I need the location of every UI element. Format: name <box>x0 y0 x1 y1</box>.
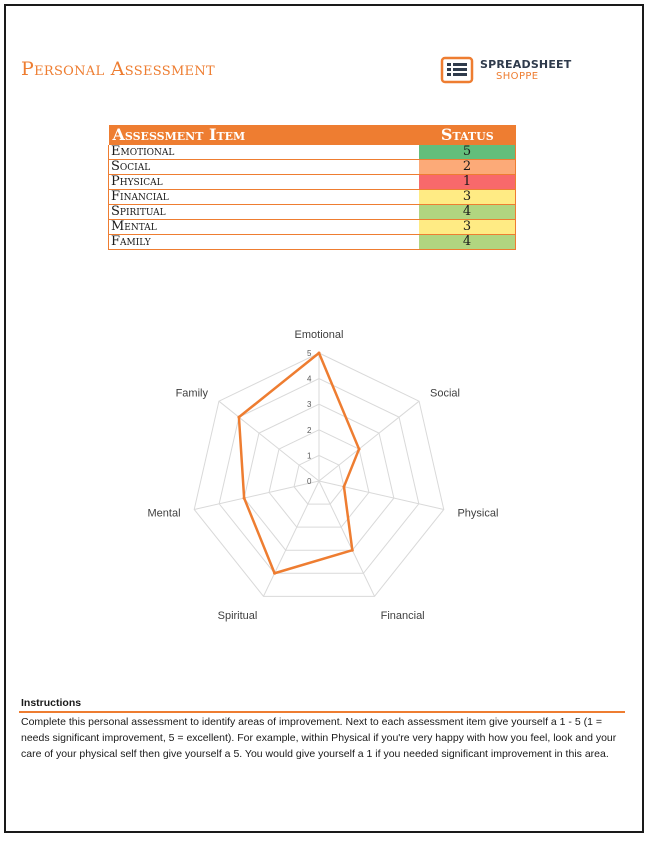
assessment-item-cell[interactable]: Mental <box>109 220 420 235</box>
radar-category-label: Mental <box>147 507 181 520</box>
spreadsheet-logo-icon <box>440 55 476 85</box>
radar-tick-label: 4 <box>307 374 312 384</box>
status-cell[interactable]: 2 <box>419 160 516 175</box>
radar-category-label: Emotional <box>294 329 344 341</box>
status-cell[interactable]: 5 <box>419 145 516 160</box>
radar-chart <box>140 322 500 622</box>
table-row <box>109 160 516 175</box>
table-row <box>109 205 516 220</box>
table-row <box>109 175 516 190</box>
instructions-divider <box>19 711 625 713</box>
page-title: Personal Assessment <box>21 58 215 80</box>
radar-data-point <box>358 448 361 451</box>
radar-category-label: Physical <box>457 507 499 520</box>
radar-category-label: Spiritual <box>217 609 258 622</box>
radar-data-point <box>342 485 345 488</box>
assessment-item-cell[interactable]: Family <box>109 235 420 250</box>
radar-tick-label: 1 <box>307 451 312 461</box>
table-row <box>109 190 516 205</box>
assessment-item-cell[interactable]: Physical <box>109 175 420 190</box>
column-header-item: Assessment Item <box>109 125 420 145</box>
radar-category-label: Social <box>430 387 460 400</box>
radar-tick-label: 3 <box>307 400 312 410</box>
status-cell[interactable]: 4 <box>419 205 516 220</box>
status-cell[interactable]: 1 <box>419 175 516 190</box>
radar-category-label: Family <box>175 387 208 400</box>
radar-tick-label: 5 <box>307 349 312 358</box>
radar-data-point <box>237 416 240 419</box>
status-cell[interactable]: 4 <box>419 235 516 250</box>
radar-data-point <box>351 549 354 552</box>
brand-logo <box>440 55 590 91</box>
radar-tick-label: 0 <box>307 477 312 486</box>
logo-text-spreadsheet: SPREADSHEET <box>480 58 572 71</box>
assessment-item-cell[interactable]: Emotional <box>109 145 420 160</box>
table-row <box>109 220 516 235</box>
assessment-item-cell[interactable]: Spiritual <box>109 205 420 220</box>
column-header-status: Status <box>419 125 516 145</box>
radar-data-point <box>243 497 246 500</box>
radar-axis-spoke <box>319 481 375 596</box>
radar-category-label: Financial <box>380 609 425 622</box>
table-row <box>109 235 516 250</box>
status-cell[interactable]: 3 <box>419 220 516 235</box>
assessment-item-cell[interactable]: Social <box>109 160 420 175</box>
assessment-item-cell[interactable]: Financial <box>109 190 420 205</box>
assessment-table <box>108 125 516 250</box>
instructions-text: Complete this personal assessment to identify areas of improvement. Next to each assessment item give yourself a 1 - 5 (1 = needs significant improvement, 5 = excellent). For example, within Physical if you're very happy with how you feel, look and your care of your physical self then give yourself a 5. You would give yourself a 1 if you needed significant improvement in this area. <box>21 716 617 760</box>
table-header-row <box>109 125 516 145</box>
table-row <box>109 145 516 160</box>
radar-tick-label: 2 <box>307 425 312 435</box>
radar-data-point <box>318 352 321 355</box>
logo-text-shoppe: SHOPPE <box>496 71 539 82</box>
instructions-heading: Instructions <box>21 697 82 709</box>
radar-data-point <box>273 572 276 575</box>
status-cell[interactable]: 3 <box>419 190 516 205</box>
radar-axis-spoke <box>263 481 319 596</box>
